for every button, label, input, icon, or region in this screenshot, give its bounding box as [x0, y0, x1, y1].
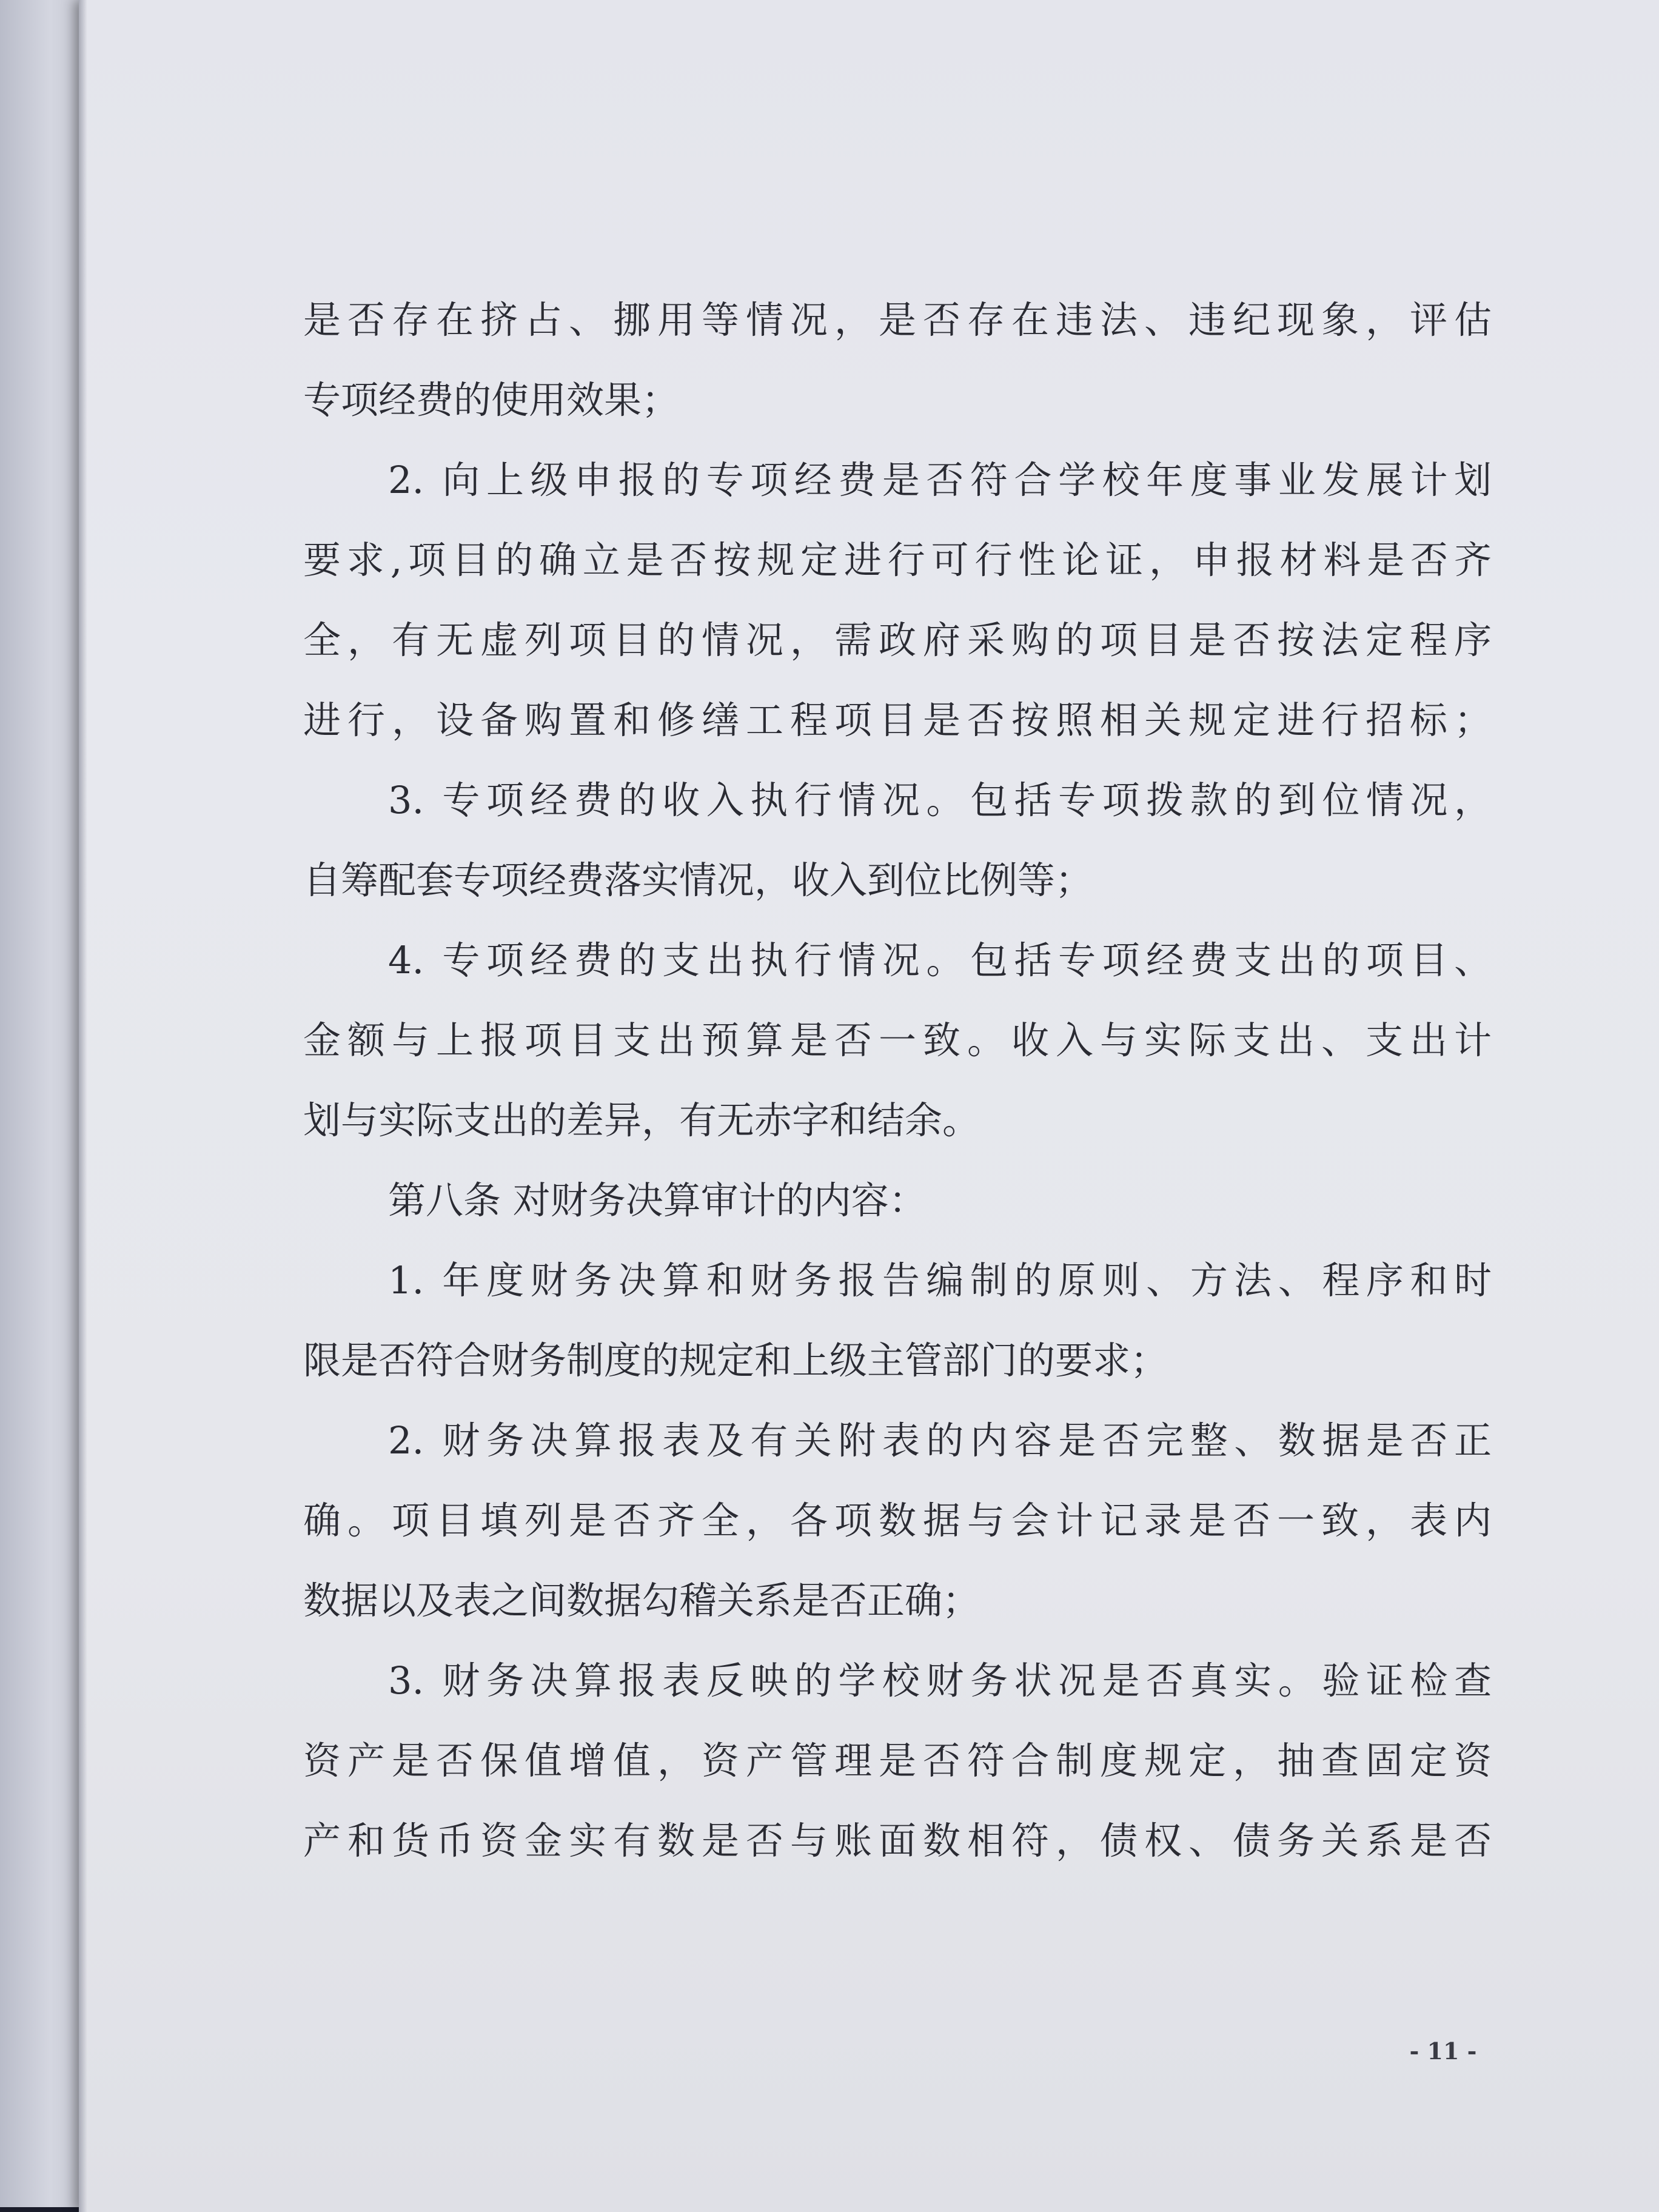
section-heading: 第八条 对财务决算审计的内容： — [388, 1178, 927, 1222]
body-text — [303, 280, 1492, 1881]
page-number: - 11 - — [1409, 2037, 1477, 2065]
page-edge-shadow — [79, 0, 87, 2212]
text-line: 是否存在挤占、挪用等情况，是否存在违法、违纪现象，评估 — [303, 298, 1492, 342]
text-line: 金额与上报项目支出预算是否一致。收入与实际支出、支出计 — [303, 1018, 1492, 1062]
text-line: 全，有无虚列项目的情况，需政府采购的项目是否按法定程序 — [303, 618, 1492, 662]
text-line: 划与实际支出的差异，有无赤字和结余。 — [303, 1098, 980, 1142]
text-line: 限是否符合财务制度的规定和上级主管部门的要求； — [303, 1338, 1168, 1382]
text-line: 1. 年度财务决算和财务报告编制的原则、方法、程序和时 — [388, 1258, 1492, 1302]
text-line: 要求,项目的确立是否按规定进行可行性论证，申报材料是否齐 — [303, 538, 1492, 582]
text-line: 产和货币资金实有数是否与账面数相符，债权、债务关系是否 — [303, 1818, 1492, 1863]
text-line: 数据以及表之间数据勾稽关系是否正确； — [303, 1578, 980, 1623]
text-line: 2. 财务决算报表及有关附表的内容是否完整、数据是否正 — [388, 1418, 1492, 1463]
text-line: 2. 向上级申报的专项经费是否符合学校年度事业发展计划 — [388, 458, 1492, 502]
text-line: 4. 专项经费的支出执行情况。包括专项经费支出的项目、 — [388, 938, 1492, 982]
text-line: 专项经费的使用效果； — [303, 378, 680, 422]
text-line: 自筹配套专项经费落实情况，收入到位比例等； — [303, 858, 1093, 902]
text-line: 进行，设备购置和修缮工程项目是否按照相关规定进行招标； — [303, 698, 1492, 742]
text-line: 3. 财务决算报表反映的学校财务状况是否真实。验证检查 — [388, 1658, 1492, 1703]
underlying-page — [0, 0, 91, 2207]
text-line: 3. 专项经费的收入执行情况。包括专项拨款的到位情况， — [388, 778, 1492, 822]
text-line: 确。项目填列是否齐全，各项数据与会计记录是否一致，表内 — [303, 1498, 1492, 1543]
text-line: 资产是否保值增值，资产管理是否符合制度规定，抽查固定资 — [303, 1738, 1492, 1783]
